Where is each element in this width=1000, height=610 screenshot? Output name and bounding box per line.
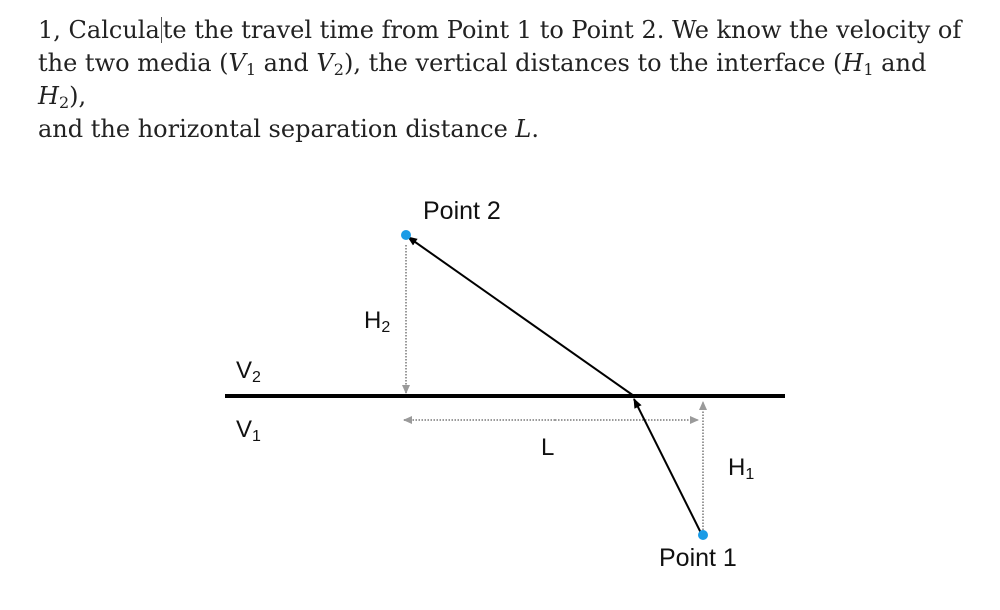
h2-label: H2 [364, 307, 391, 336]
point-2-marker [401, 230, 411, 240]
ray-refracted [408, 237, 634, 396]
symbol-l: L [515, 115, 532, 143]
v1-label: V1 [236, 416, 261, 445]
v2-label: V2 [236, 357, 261, 386]
symbol-v1: $V_1$ [228, 49, 257, 79]
symbol-h2: $H_2$ [38, 82, 70, 112]
symbol-v2: $V_2$ [316, 49, 344, 79]
problem-line-3: and the horizontal separation distance L. [38, 115, 539, 143]
point-1-marker [698, 530, 708, 540]
symbol-h1: $H_1$ [842, 49, 874, 79]
point-1-label: Point 1 [659, 544, 737, 572]
problem-line-1: 1, Calcula te the travel time from Point 1 to Point 2. We know the velocity of [38, 16, 962, 44]
l-label: L [541, 434, 555, 461]
point-2-label: Point 2 [423, 197, 501, 225]
problem-number: 1, [38, 16, 61, 44]
h1-label: H1 [728, 454, 755, 483]
problem-line-2: the two media ($V_1$ and $V_2$), the vertical distances to the interface ($H_1$ and $H_2$), [38, 49, 927, 112]
